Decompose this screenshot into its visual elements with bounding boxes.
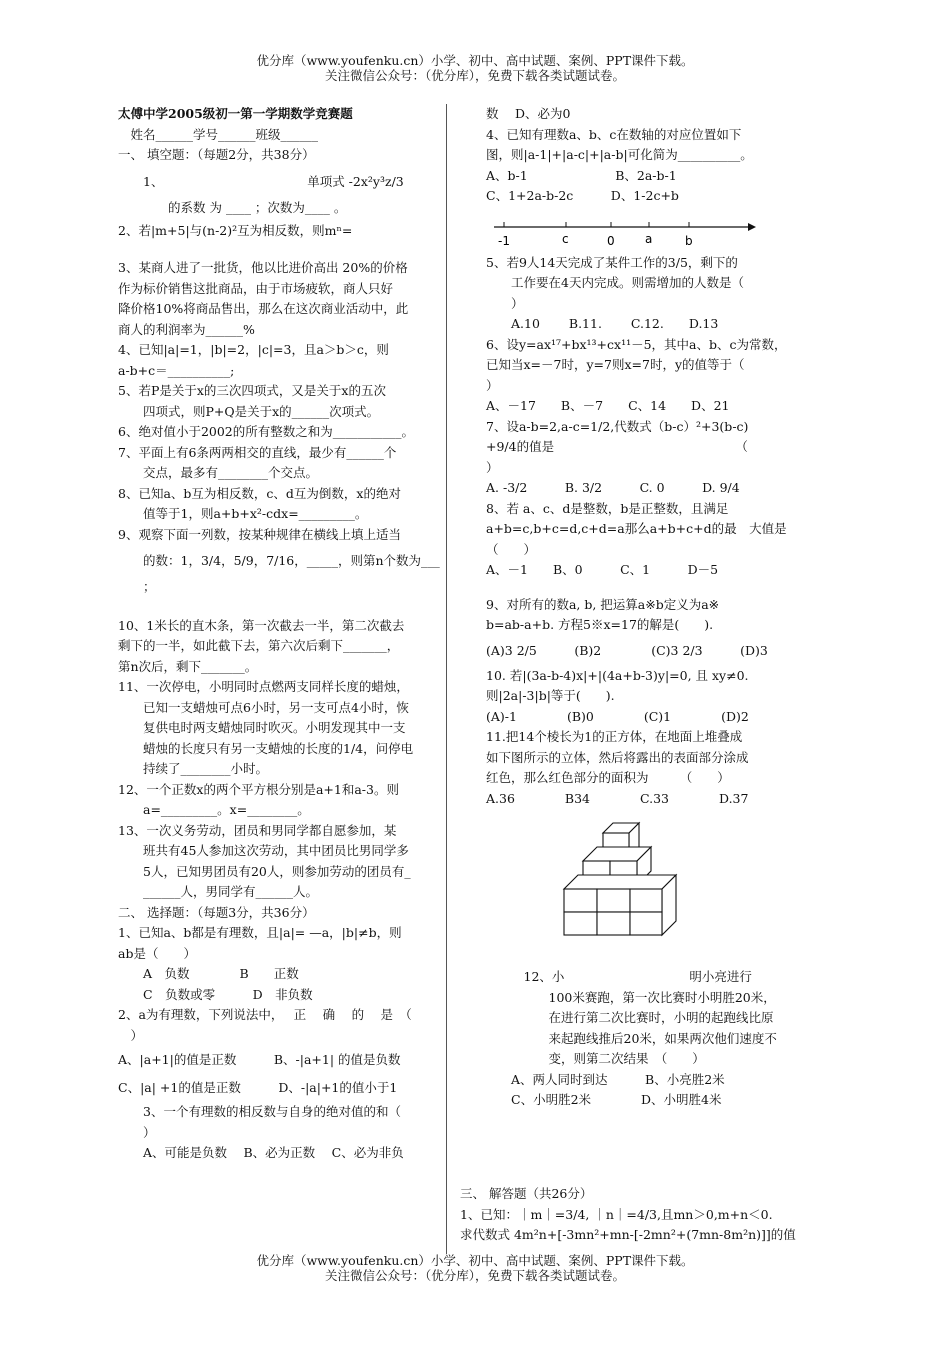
header-line-2: 关注微信公众号：（优分库），免费下载各类试题试卷。 — [324, 68, 625, 83]
q1-line-2: 的系数 为 ____ ；次数为____ 。 — [118, 199, 347, 215]
mc2-options-cd: C、|a| +1的值是正数 D、-|a|+1的值小于1 — [118, 1080, 398, 1095]
q9-line-2: 的数：1，3/4，5/9，7/16，_____，则第n个数为___ — [118, 553, 440, 568]
mc12-options-cd: C、小明胜2米 D、小明胜4米 — [486, 1092, 722, 1107]
mc6-options: A、－17 B、－7 C、14 D、21 — [486, 398, 730, 413]
footer-line-1: 优分库（www.youfenku.cn）小学、初中、高中试题、案例、PPT课件下载。 — [256, 1253, 694, 1268]
mc9-options: (A)3 2/5 (B)2 (C)3 2/3 (D)3 — [486, 642, 768, 658]
mc1-line-2: ab是（ ） — [118, 945, 196, 961]
q11-line-3: 复供电时两支蜡烛同时吹灭。小明发现其中一支 — [118, 720, 406, 735]
q11-line-4: 蜡烛的长度只有另一支蜡烛的长度的1/4，问停电 — [118, 740, 414, 756]
mc4-line-1: 4、已知有理数a、b、c在数轴的对应位置如下 — [486, 126, 742, 142]
q3-line-4: 商人的利润率为______% — [118, 321, 255, 337]
left-column — [118, 104, 438, 1164]
q13-line-4: ______人，男同学有______人。 — [118, 884, 319, 899]
footer-line-2: 关注微信公众号：（优分库），免费下载各类试题试卷。 — [324, 1268, 625, 1283]
number-line-figure — [486, 213, 766, 253]
header-line-1: 优分库（www.youfenku.cn）小学、初中、高中试题、案例、PPT课件下载。 — [256, 53, 694, 68]
q4-line-1: 4、已知|a|=1，|b|=2，|c|=3，且a＞b＞c，则 — [118, 342, 389, 357]
q4-line-2: a-b+c＝__________; — [118, 362, 235, 378]
mc11-line-1: 11.把14个棱长为1的正方体，在地面上堆叠成 — [486, 729, 743, 744]
q3-1-line-2: 求代数式 4m²n+[-3mn²+mn-[-2mn²+(7mn-8m²n)]]的值 — [460, 1227, 796, 1242]
q5-line-1: 5、若P是关于x的三次四项式，又是关于x的五次 — [118, 383, 386, 398]
mc8-line-3: （ ） — [486, 541, 537, 557]
column-divider — [446, 104, 447, 1254]
q11-line-5: 持续了________小时。 — [118, 761, 269, 776]
q13-line-2: 班共有45人参加这次劳动，其中团员比男同学多 — [118, 843, 409, 858]
mc4-options-ab: A、b-1 B、2a-b-1 — [486, 167, 677, 183]
mc7-line-1: 7、设a-b=2,a-c=1/2,代数式（b-c）²+3(b-c) — [486, 418, 749, 434]
section-1-title: 一、 填空题：（每题2分，共38分） — [118, 147, 315, 162]
mc12-line-2: 100米赛跑，第一次比赛时小明胜20米， — [486, 989, 776, 1005]
q5-line-2: 四项式，则P+Q是关于x的______次项式。 — [118, 403, 380, 419]
label-b: b — [685, 233, 693, 248]
mc12-line-3: 在进行第二次比赛时，小明的起跑线比原 — [486, 1010, 774, 1025]
mc10-line-1: 10. 若|(3a-b-4)x|+|(4a+b-3)y|=0, 且 xy≠0. — [486, 667, 749, 683]
mc3-line-2: ） — [118, 1124, 156, 1140]
page-header — [0, 53, 950, 83]
label-0: 0 — [607, 233, 615, 248]
mc4-options-cd: C、1+2a-b-2c D、1-2c+b — [486, 188, 679, 203]
mc2-line-2: ） — [118, 1027, 144, 1043]
blank-line — [118, 598, 438, 616]
section-3-block — [460, 1184, 796, 1246]
section-2-title: 二、 选择题：（每题3分，共36分） — [118, 904, 315, 920]
q3-1-line-1: 1、已知：｜m｜=3/4, ｜n｜=4/3,且mn＞0,m+n＜0. — [460, 1206, 773, 1222]
label-a: a — [645, 231, 653, 246]
mc8-line-1: 8、若 a、c、d是整数，b是正整数，且满足 — [486, 500, 729, 516]
label-neg1: -1 — [498, 233, 510, 248]
mc10-options: (A)-1 (B)0 (C)1 (D)2 — [486, 708, 749, 724]
q3-line-3: 降价格10%将商品售出，那么在这次商业活动中，此 — [118, 301, 409, 316]
mc6-line-1: 6、设y=ax¹⁷+bx¹³+cx¹¹－5，其中a、b、c为常数， — [486, 336, 787, 352]
q6-line: 6、绝对值小于2002的所有整数之和为___________。 — [118, 424, 415, 439]
mc6-line-3: ） — [486, 377, 499, 393]
mc1-line-1: 1、已知a、b都是有理数，且|a|= —a，|b|≠b，则 — [118, 925, 402, 940]
mc5-options: A.10 B.11. C.12. D.13 — [486, 316, 719, 331]
q3-line-2: 作为标价销售这批商品，由于市场疲软，商人只好 — [118, 280, 394, 296]
mc12-line-1: 12、小 明小亮进行 — [486, 969, 752, 984]
label-c: c — [562, 231, 569, 246]
q12-line-2: a=_________。x=________。 — [118, 802, 310, 817]
q13-line-1: 13、一次义务劳动，团员和男同学都自愿参加，某 — [118, 822, 397, 838]
q11-line-1: 11、一次停电，小明同时点燃两支同样长度的蜡烛， — [118, 679, 409, 694]
mc11-options: A.36 B34 C.33 D.37 — [486, 790, 749, 806]
exam-title: 太傅中学2005级初一第一学期数学竞赛题 — [118, 106, 353, 121]
student-info: 姓名______学号______班级______ — [118, 126, 319, 142]
stacked-cubes-figure — [486, 819, 776, 939]
q10-line-3: 第n次后，剩下_______。 — [118, 658, 258, 674]
mc8-options: A、－1 B、0 C、1 D－5 — [486, 562, 719, 577]
mc7-options: A. -3/2 B. 3/2 C. 0 D. 9/4 — [486, 480, 740, 495]
mc9-line-1: 9、对所有的数a, b, 把运算a※b定义为a※ — [486, 596, 720, 612]
number-line-arrow — [748, 223, 756, 231]
page-footer — [0, 1253, 950, 1283]
q2-line: 2、若|m+5|与(n-2)²互为相反数，则mⁿ= — [118, 223, 353, 238]
mc1-options-cd: C 负数或零 D 非负数 — [118, 986, 313, 1002]
q10-line-2: 剩下的一半，如此截下去，第六次后剩下_______， — [118, 638, 400, 653]
mc8-line-2: a+b=c,b+c=d,c+d=a那么a+b+c+d的最 大值是 — [486, 521, 787, 536]
q9-line-3: ； — [118, 579, 156, 594]
blank-line — [118, 244, 438, 258]
mc3-line-1: 3、一个有理数的相反数与自身的绝对值的和（ — [118, 1104, 401, 1119]
q10-line-1: 10、1米长的直木条，第一次截去一半，第二次截去 — [118, 617, 405, 633]
q13-line-3: 5人，已知男团员有20人，则参加劳动的团员有_ — [118, 863, 411, 879]
q9-line-1: 9、观察下面一列数，按某种规律在横线上填上适当 — [118, 526, 401, 542]
mc2-line-1: 2、a为有理数，下列说法中， 正 确 的 是 （ — [118, 1007, 412, 1022]
q7-line-2: 交点，最多有________个交点。 — [118, 465, 319, 480]
mc3-options: A、可能是负数 B、必为正数 C、必为非负 — [118, 1145, 404, 1160]
mc4-line-2: 图，则|a-1|+|a-c|+|a-b|可化简为__________。 — [486, 147, 753, 162]
mc5-line-2: 工作要在4天内完成。则需增加的人数是（ — [486, 275, 744, 290]
q7-line-1: 7、平面上有6条两两相交的直线，最少有______个 — [118, 444, 397, 460]
q1-line: 1、 单项式 -2x²y³z/3 — [118, 173, 404, 189]
mc10-line-2: 则|2a|-3|b|等于( ). — [486, 688, 615, 703]
mc5-line-3: ） — [486, 295, 524, 311]
mc9-line-2: b=ab-a+b. 方程5※x=17的解是( ). — [486, 617, 714, 632]
q12-line-1: 12、一个正数x的两个平方根分别是a+1和a-3。则 — [118, 781, 399, 797]
q8-line-2: 值等于1，则a+b+x²-cdx=_________。 — [118, 506, 368, 521]
q3-line-1: 3、某商人进了一批货，他以比进价高出 20%的价格 — [118, 260, 408, 275]
mc5-line-1: 5、若9人14天完成了某件工作的3/5，剩下的 — [486, 254, 738, 270]
mc7-line-2: +9/4的值是 （ — [486, 439, 748, 454]
section-3-title: 三、 解答题（共26分） — [460, 1186, 593, 1201]
mc2-options-ab: A、|a+1|的值是正数 B、-|a+1| 的值是负数 — [118, 1052, 401, 1067]
mc3-continued: 数 D、必为0 — [486, 106, 571, 121]
mc6-line-2: 已知当x=－7时，y=7则x=7时，y的值等于（ — [486, 357, 745, 372]
mc11-line-3: 红色，那么红色部分的面积为 （ ） — [486, 770, 730, 785]
q11-line-2: 已知一支蜡烛可点6小时，另一支可点4小时，恢 — [118, 699, 409, 715]
mc12-line-5: 变，则第二次结果 （ ） — [486, 1051, 705, 1066]
mc12-line-4: 来起跑线推后20米，如果两次他们速度不 — [486, 1030, 777, 1046]
mc11-line-2: 如下图所示的立体，然后将露出的表面部分涂成 — [486, 749, 749, 765]
q8-line-1: 8、已知a、b互为相反数，c、d互为倒数，x的绝对 — [118, 485, 401, 501]
right-column — [486, 104, 786, 1111]
mc12-options-ab: A、两人同时到达 B、小亮胜2米 — [486, 1071, 725, 1087]
blank-line — [486, 581, 786, 595]
mc7-line-3: ） — [486, 459, 499, 475]
mc1-options-ab: A 负数 B 正数 — [118, 966, 299, 981]
